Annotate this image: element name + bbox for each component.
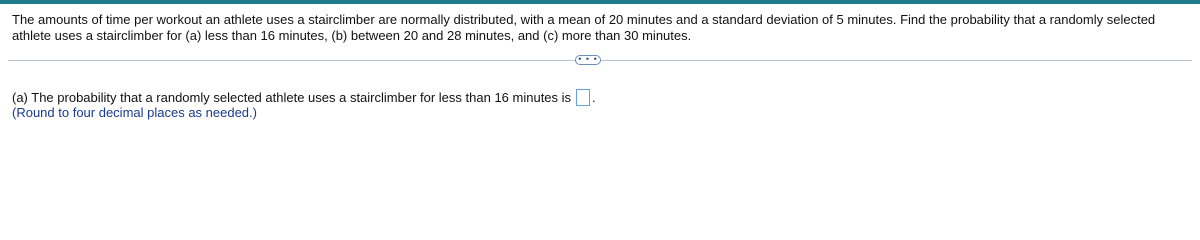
- ellipsis-icon: • • •: [578, 53, 598, 64]
- answer-input-box[interactable]: [576, 89, 590, 106]
- top-accent-bar: [0, 0, 1200, 4]
- part-a-period: .: [592, 89, 596, 105]
- part-a-prompt: (a) The probability that a randomly selected athlete uses a stairclimber for less than 16 minutes is: [12, 89, 572, 105]
- part-a-row: [12, 89, 596, 106]
- question-text: The amounts of time per workout an athlete uses a stairclimber are normally distributed, with a mean of 20 minutes and a standard deviation of 5 minutes. Find the probability that a randomly selected athlete uses a stairclimber for (a) less than 16 minutes, (b) between 20 and 28 minutes, and (c) more than 30 minutes.: [12, 12, 1156, 43]
- expand-more-button[interactable]: [575, 55, 601, 65]
- rounding-hint: (Round to four decimal places as needed.): [12, 105, 257, 120]
